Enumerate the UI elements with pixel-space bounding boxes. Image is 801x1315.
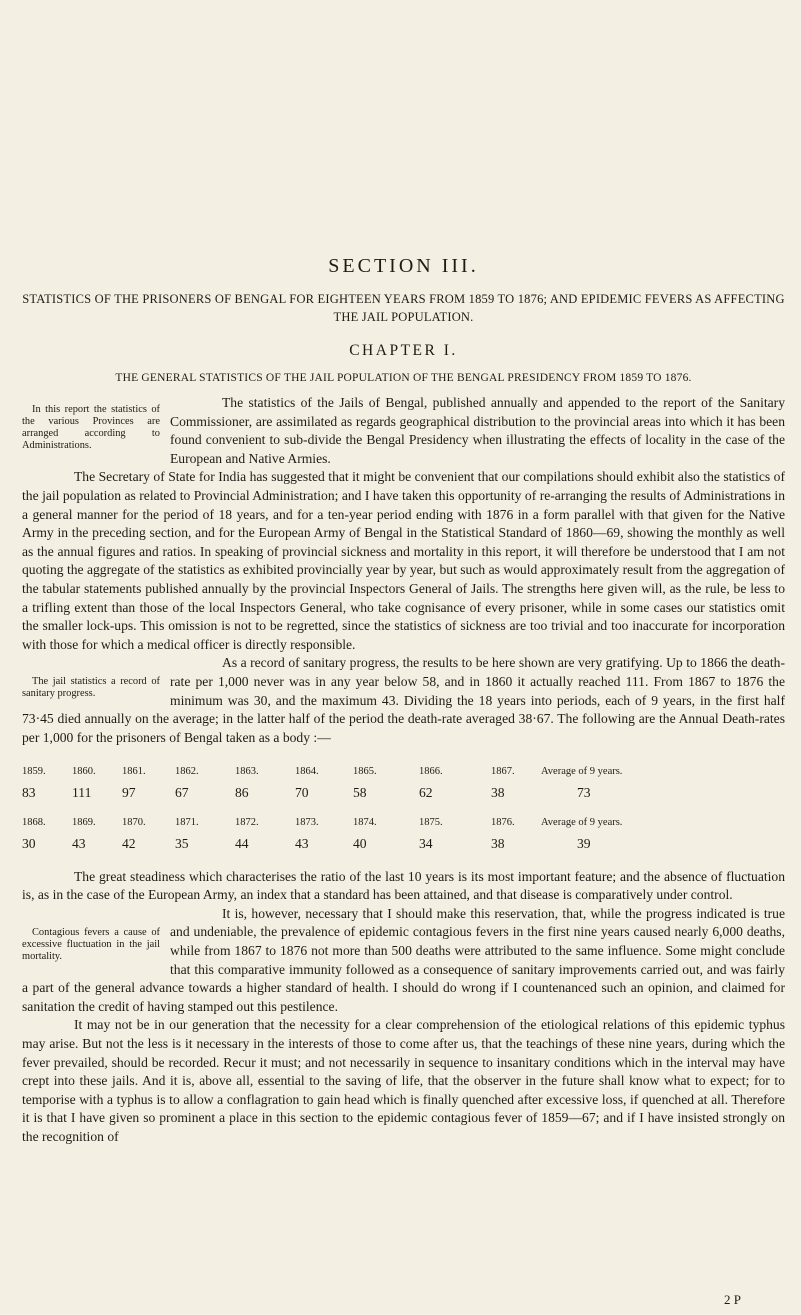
year-label: 1875. — [419, 817, 443, 829]
death-rate-value: 70 — [295, 784, 309, 800]
death-rate-value: 58 — [353, 784, 367, 800]
chapter-heading: CHAPTER I. — [349, 342, 458, 359]
year-label: 1874. — [353, 817, 377, 829]
death-rate-value: 38 — [491, 784, 505, 800]
section-title: STATISTICS OF THE PRISONERS OF BENGAL FOR EIGHTEEN YEARS FROM 1859 TO 1876; AND EPIDEMIC FEVERS AS AFFECTING THE JAIL POPULATION. — [22, 292, 785, 324]
side-note-administrations: In this report the statistics of the various Provinces are arranged according to Administrations. — [22, 404, 160, 451]
death-rate-value: 62 — [419, 784, 433, 800]
average-label: Average of 9 years. — [541, 817, 623, 829]
death-rate-row-2 — [22, 814, 785, 853]
year-label: 1869. — [72, 817, 96, 829]
chapter-title: THE GENERAL STATISTICS OF THE JAIL POPULATION OF THE BENGAL PRESIDENCY FROM 1859 TO 1876. — [115, 372, 692, 384]
paragraph-3: As a record of sanitary progress, the results to be here shown are very gratifying. Up to 1866 the death-rate per 1,000 never was in any year below 58, and in 1860 it actually reached 111. From 1867 to 1876 the minimum was 30, and the maximum 43. Dividing the 18 years into periods, each of 9 years, in the first half 73·45 died annually on the average; in the latter half of the period the death-rate averaged 38·67. The following are the Annual Death-rates per 1,000 for the prisoners of Bengal taken as a body :— — [22, 655, 785, 745]
average-value: 73 — [577, 784, 591, 800]
death-rate-value: 97 — [122, 784, 136, 800]
paragraph-1: The statistics of the Jails of Bengal, published annually and appended to the report of the Sanitary Commissioner, are assimilated as regards geographical distribution to the provincial areas into which it has been found convenient to sub-divide the Bengal Presidency when illustrating the effects of locality in the case of the European and Native Armies. — [170, 395, 785, 466]
year-label: 1876. — [491, 817, 515, 829]
death-rate-value: 38 — [491, 836, 505, 852]
death-rate-value: 35 — [175, 836, 189, 852]
body-text — [22, 394, 785, 1147]
death-rate-table — [22, 763, 785, 853]
side-note-contagious-fevers: Contagious fevers a cause of excessive fluctuation in the jail mortality. — [22, 926, 160, 962]
paragraph-5: It is, however, necessary that I should make this reservation, that, while the progress indicated is true and undeniable, the prevalence of epidemic contagious fevers in the first nine years caused nearly 6,000 deaths, while from 1867 to 1876 not more than 500 deaths were attributed to the same influence. Some might conclude that this comparative immunity followed as a consequence of sanitary improvements carried out, and was fairly a part of the general advance towards a higher standard of health. I should do wrong if I countenanced such an opinion, and claimed for sanitation the credit of having stamped out this pestilence. — [22, 905, 785, 1014]
side-note-sanitary-progress: The jail statistics a record of sanitary progress. — [22, 676, 160, 700]
year-label: 1873. — [295, 817, 319, 829]
death-rate-value: 86 — [235, 784, 249, 800]
death-rate-value: 44 — [235, 836, 249, 852]
year-label: 1868. — [22, 817, 46, 829]
average-value: 39 — [577, 836, 591, 852]
paragraph-4: The great steadiness which characterises the ratio of the last 10 years is its most important feature; and the absence of fluctuation is, as in the case of the European Army, an index that a standard has been attained, and that disease is comparatively under control. — [22, 868, 785, 903]
paragraph-6: It may not be in our generation that the necessity for a clear comprehension of the etiological relations of this epidemic typhus may arise. But not the less is it necessary in the interests of those to come after us, that the teachings of these nine years, during which the fever prevailed, should be recorded. Recur it must; and not necessarily in sequence to insanitary conditions which in the interval may have crept into these jails. And it is, above all, essential to the saving of life, that the observer in the future shall know what to expect; for to temporise with a typhus is to allow a conflagration to gain head which is finally quenched after excessive loss, if quenched at all. Therefore it is that I have given so prominent a place in this section to the epidemic contagious fever of 1859—67; and if I have insisted strongly on the recognition of — [22, 1017, 785, 1144]
year-label: 1864. — [295, 766, 319, 778]
death-rate-value: 30 — [22, 836, 36, 852]
year-label: 1861. — [122, 766, 146, 778]
year-label: 1870. — [122, 817, 146, 829]
signature-mark: 2 P — [724, 1292, 741, 1307]
year-label: 1872. — [235, 817, 259, 829]
year-label: 1863. — [235, 766, 259, 778]
year-label: 1871. — [175, 817, 199, 829]
death-rate-value: 111 — [72, 784, 92, 800]
death-rate-value: 43 — [295, 836, 309, 852]
death-rate-value: 34 — [419, 836, 433, 852]
year-label: 1862. — [175, 766, 199, 778]
death-rate-value: 43 — [72, 836, 86, 852]
section-heading: SECTION III. — [328, 255, 479, 277]
year-label: 1866. — [419, 766, 443, 778]
death-rate-value: 40 — [353, 836, 367, 852]
year-label: 1867. — [491, 766, 515, 778]
death-rate-value: 42 — [122, 836, 136, 852]
average-label: Average of 9 years. — [541, 766, 623, 778]
year-label: 1860. — [72, 766, 96, 778]
paragraph-2: The Secretary of State for India has suggested that it might be convenient that our compilations should exhibit also the statistics of the jail population as related to Provincial Administration; and I have taken this opportunity of re-arranging the results of Administrations in a general manner for the period of 18 years, and for a ten-year period ending with 1876 in a form parallel with that given for the Native Army in the preceding section, and for the European Army of Bengal in the Statistical Standard of 1860—69, showing the monthly as well as the annual figures and ratios. In speaking of provincial sickness and mortality in this report, it will therefore be understood that I am not quoting the aggregate of the statistics as exhibited provincially year by year, but such as would approximately result from the aggregation of the tabular statements published annually by the provincial Inspectors General of Jails. The strengths here given will, as the rule, be less to a trifling extent than those of the local Inspectors General, who take cognisance of every prisoner, while in some cases our statistics omit the smaller lock-ups. This omission is not to be regretted, since the statistics of sickness are too trivial and too inaccurate for incorporation with those for which a medical officer is directly responsible. — [22, 469, 785, 652]
year-label: 1859. — [22, 766, 46, 778]
death-rate-value: 67 — [175, 784, 189, 800]
death-rate-value: 83 — [22, 784, 36, 800]
death-rate-row-1 — [22, 763, 785, 802]
year-label: 1865. — [353, 766, 377, 778]
